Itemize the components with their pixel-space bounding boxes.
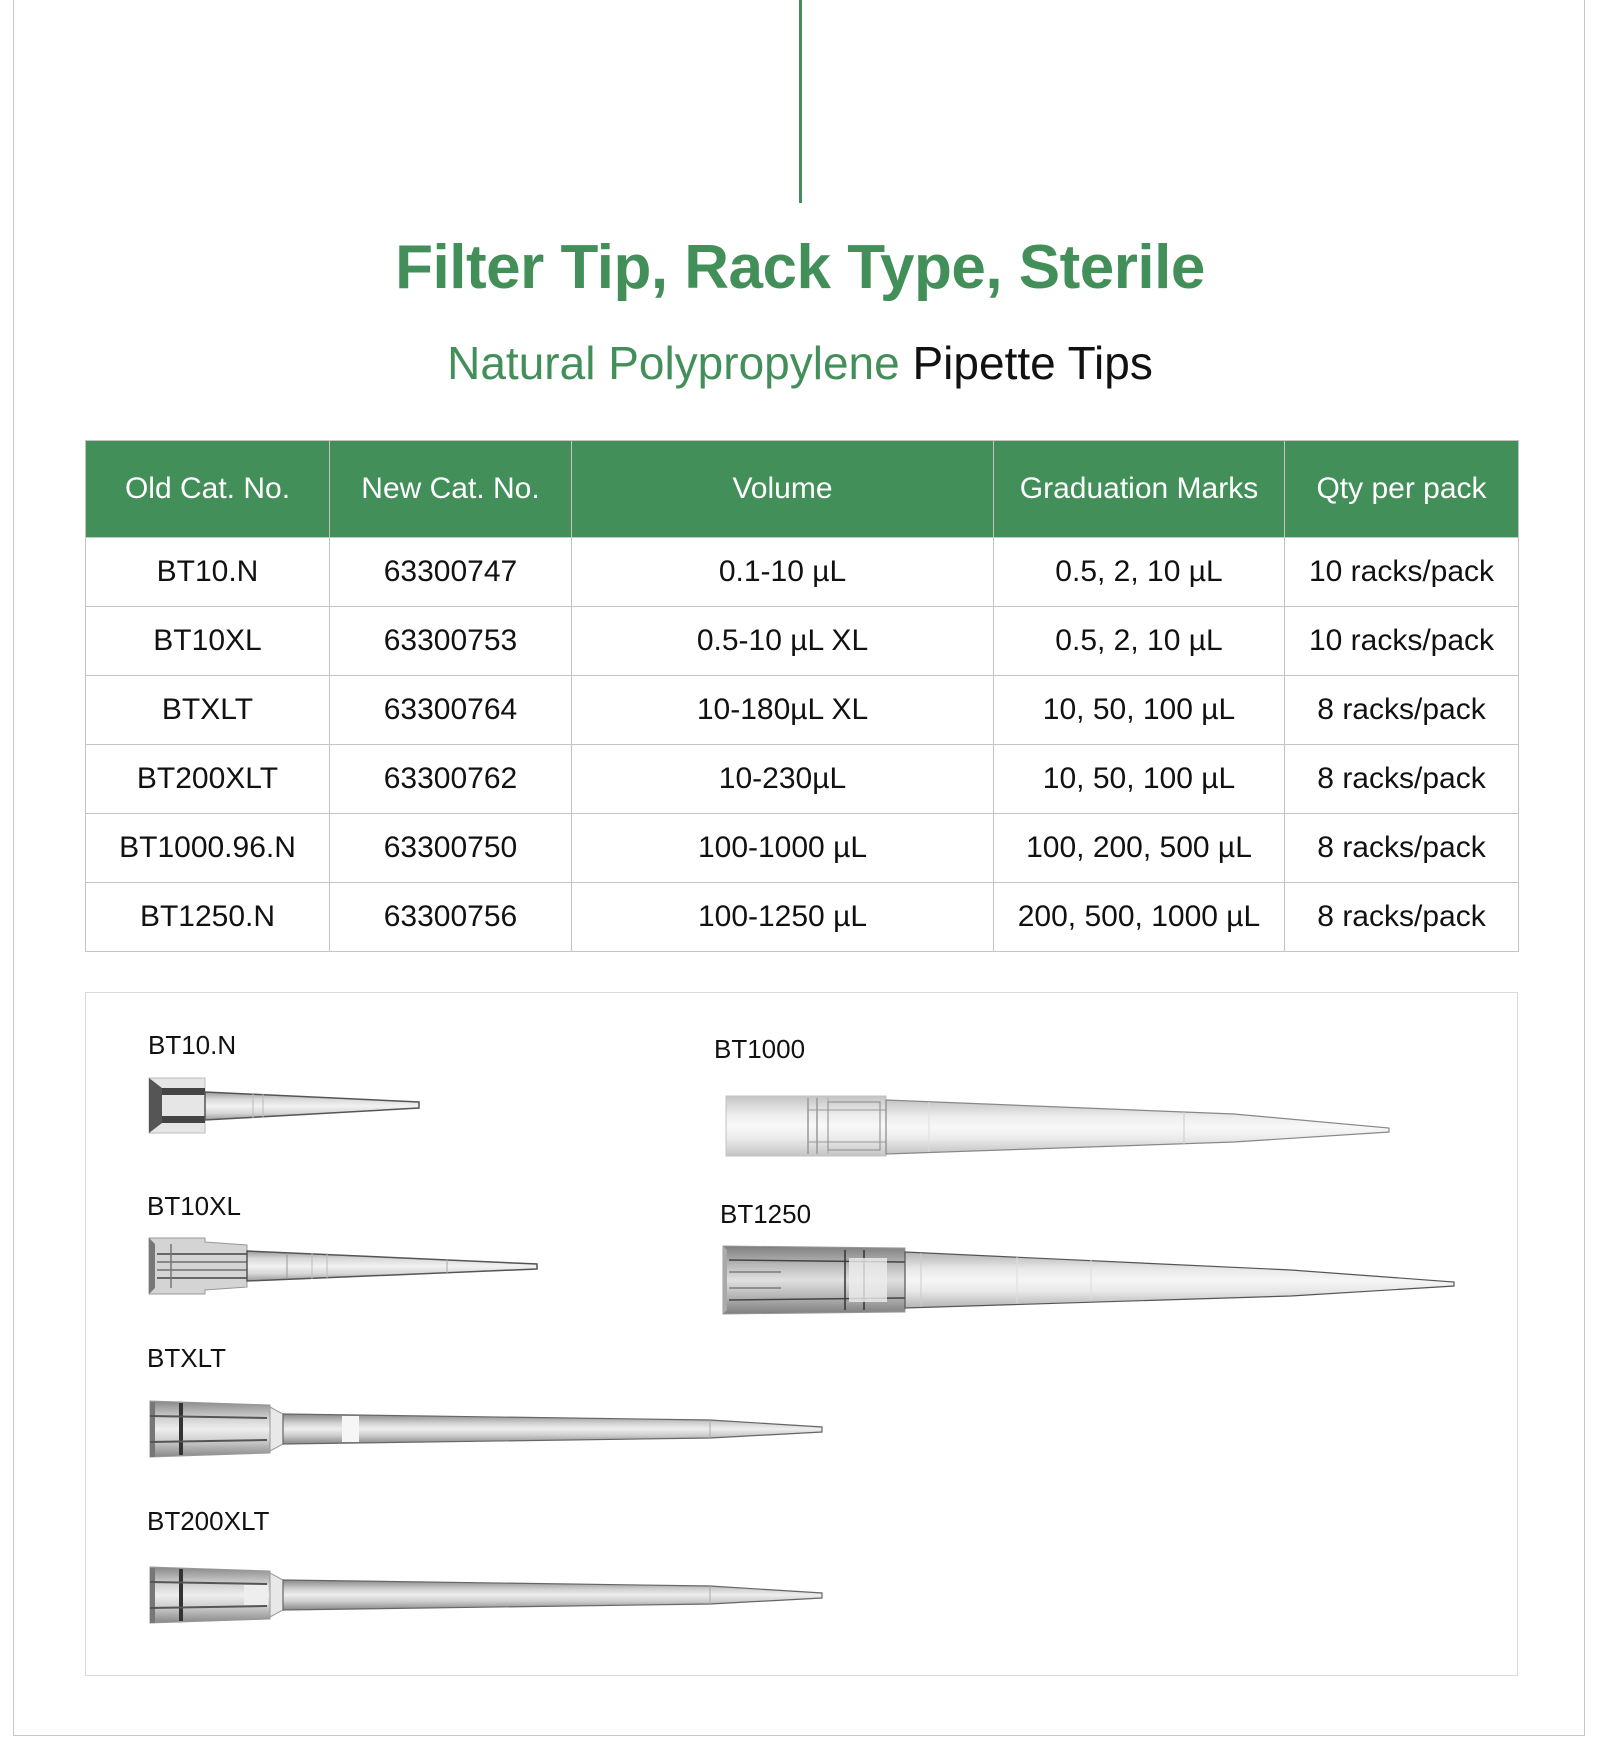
cell-old-cat-no: BT10XL [86,607,330,676]
cell-new-cat-no: 63300750 [330,814,572,883]
cell-volume: 100-1000 µL [572,814,994,883]
cell-graduation-marks: 0.5, 2, 10 µL [994,607,1285,676]
table-row [86,745,1519,814]
tip-label-bt10n: BT10.N [148,1030,237,1060]
column-header-qty-per-pack: Qty per pack [1285,441,1519,538]
cell-old-cat-no: BT1250.N [86,883,330,952]
cell-new-cat-no: 63300753 [330,607,572,676]
cell-volume: 0.1-10 µL [572,538,994,607]
pipette-tip-image-bt10xl [147,1236,542,1296]
pipette-tip-image-bt200xlt [147,1564,827,1626]
column-header-graduation-marks: Graduation Marks [994,441,1285,538]
table-row [86,607,1519,676]
page-title: Filter Tip, Rack Type, Sterile [395,233,1205,302]
cell-graduation-marks: 10, 50, 100 µL [994,745,1285,814]
tip-label-bt1000: BT1000 [714,1034,806,1064]
cell-graduation-marks: 10, 50, 100 µL [994,676,1285,745]
table-row [86,676,1519,745]
table-row [86,538,1519,607]
subtitle-product: Pipette Tips [912,337,1153,389]
column-header-old-cat-no: Old Cat. No. [86,441,330,538]
cell-new-cat-no: 63300762 [330,745,572,814]
cell-qty-per-pack: 8 racks/pack [1285,676,1519,745]
column-header-volume: Volume [572,441,994,538]
column-header-new-cat-no: New Cat. No. [330,441,572,538]
subtitle-material: Natural Polypropylene [447,337,900,389]
product-spec-table [85,440,1519,952]
cell-qty-per-pack: 10 racks/pack [1285,538,1519,607]
cell-graduation-marks: 0.5, 2, 10 µL [994,538,1285,607]
cell-volume: 0.5-10 µL XL [572,607,994,676]
decorative-divider-line [799,0,802,203]
table-row [86,814,1519,883]
tip-label-bt1250: BT1250 [720,1199,812,1229]
cell-qty-per-pack: 8 racks/pack [1285,745,1519,814]
cell-old-cat-no: BTXLT [86,676,330,745]
cell-graduation-marks: 100, 200, 500 µL [994,814,1285,883]
cell-old-cat-no: BT10.N [86,538,330,607]
cell-new-cat-no: 63300764 [330,676,572,745]
cell-volume: 10-230µL [572,745,994,814]
pipette-tip-image-btxlt [147,1398,827,1460]
cell-old-cat-no: BT1000.96.N [86,814,330,883]
tip-label-btxlt: BTXLT [147,1343,226,1373]
cell-old-cat-no: BT200XLT [86,745,330,814]
table-header-row [86,441,1519,538]
cell-qty-per-pack: 10 racks/pack [1285,607,1519,676]
cell-new-cat-no: 63300756 [330,883,572,952]
cell-qty-per-pack: 8 racks/pack [1285,814,1519,883]
cell-new-cat-no: 63300747 [330,538,572,607]
table-row [86,883,1519,952]
tip-label-bt200xlt: BT200XLT [147,1506,270,1536]
page-subtitle [0,333,1600,393]
cell-graduation-marks: 200, 500, 1000 µL [994,883,1285,952]
tip-label-bt10xl: BT10XL [147,1191,241,1221]
cell-volume: 100-1250 µL [572,883,994,952]
pipette-tip-image-bt10n [148,1076,423,1136]
pipette-tip-image-bt1000 [724,1092,1394,1160]
cell-qty-per-pack: 8 racks/pack [1285,883,1519,952]
cell-volume: 10-180µL XL [572,676,994,745]
pipette-tip-image-bt1250 [721,1244,1461,1316]
